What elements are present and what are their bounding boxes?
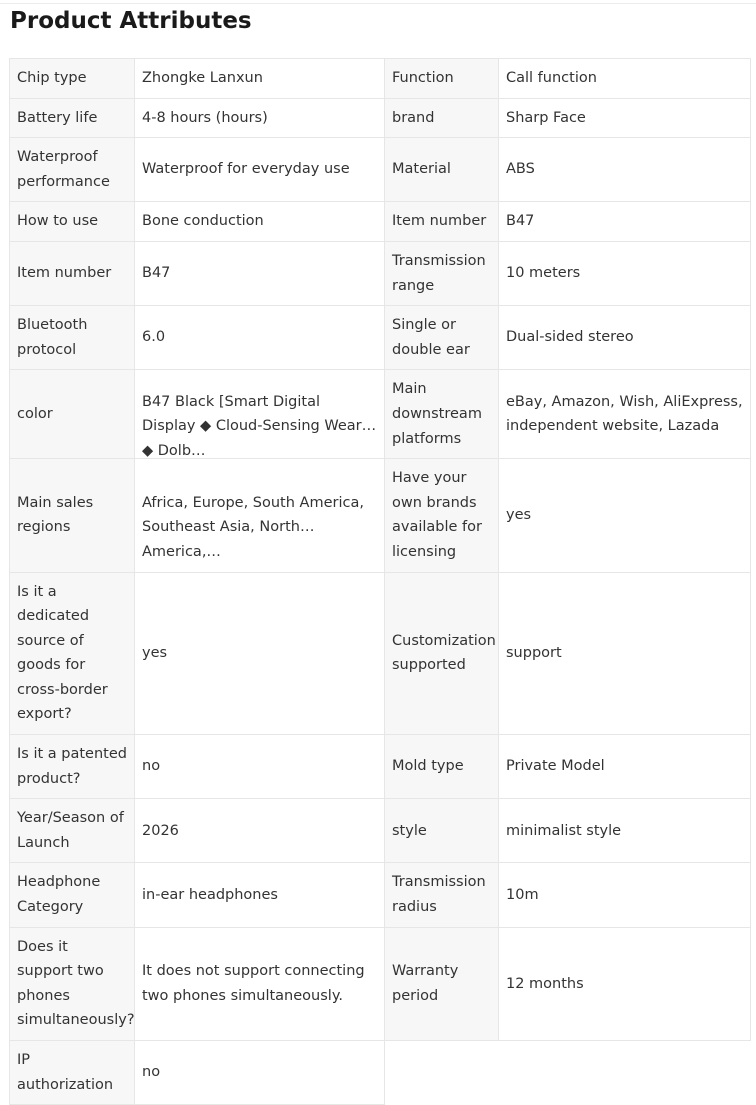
attribute-label: Year/Season of Launch <box>10 799 135 863</box>
attribute-label: Transmission range <box>385 241 499 305</box>
attribute-value-text: Private Model <box>506 758 605 775</box>
attribute-row <box>10 735 751 799</box>
attribute-value <box>135 572 385 735</box>
attribute-value-text: no <box>142 758 161 775</box>
attribute-row <box>10 799 751 863</box>
attribute-label: Is it a patented product? <box>10 735 135 799</box>
attribute-label: Customization supported <box>385 572 499 735</box>
attribute-value-text: ABS <box>506 161 535 178</box>
attribute-row <box>10 59 751 99</box>
attribute-value-text: minimalist style <box>506 822 622 839</box>
attribute-row <box>10 863 751 927</box>
attribute-label: Material <box>385 138 499 202</box>
attribute-value <box>135 459 385 572</box>
attributes-table <box>9 58 751 1105</box>
attribute-value-text: B47 <box>142 265 171 282</box>
attribute-value-text: B47 Black [Smart Digital Display ◆ Cloud-Sensing Wear ◆ Dolb… <box>142 393 362 459</box>
attribute-label: Main downstream platforms <box>385 370 499 459</box>
attribute-row <box>10 202 751 242</box>
attribute-label: How to use <box>10 202 135 242</box>
attribute-value-text: in-ear headphones <box>142 886 278 903</box>
attribute-value-text: Zhongke Lanxun <box>142 70 263 86</box>
attribute-value-text: Waterproof for everyday use <box>142 161 350 178</box>
attribute-value-text: yes <box>506 507 532 524</box>
attribute-label: Mold type <box>385 735 499 799</box>
attribute-value-text: Bone conduction <box>142 213 264 230</box>
attribute-label: Bluetooth protocol <box>10 306 135 370</box>
attribute-label: Function <box>385 59 499 99</box>
attribute-value <box>499 459 751 572</box>
attribute-label: Item number <box>10 241 135 305</box>
attribute-label: Item number <box>385 202 499 242</box>
attribute-row <box>10 370 751 459</box>
attribute-label: style <box>385 799 499 863</box>
attribute-value <box>135 735 385 799</box>
attribute-value <box>499 927 751 1040</box>
attribute-value <box>135 370 385 459</box>
attribute-row <box>10 306 751 370</box>
attribute-value-text: 10 meters <box>506 265 581 282</box>
attribute-value <box>135 1041 385 1105</box>
attribute-value-text: 12 months <box>506 975 584 992</box>
attribute-value-text: 6.0 <box>142 329 166 346</box>
attribute-value-text: 2026 <box>142 822 179 839</box>
attribute-value <box>135 306 385 370</box>
attribute-label: Is it a dedicated source of goods for cross-border export? <box>10 572 135 735</box>
attribute-value-text: no <box>142 1064 161 1081</box>
attribute-row <box>10 927 751 1040</box>
attribute-label: color <box>10 370 135 459</box>
attribute-value-text: support <box>506 644 562 661</box>
attribute-value-text: 10m <box>506 886 539 903</box>
empty-cell <box>385 1041 751 1105</box>
attribute-value-text: yes <box>142 644 168 661</box>
attribute-value <box>499 241 751 305</box>
attribute-value <box>135 59 385 99</box>
attribute-value <box>499 59 751 99</box>
attribute-value <box>135 241 385 305</box>
attribute-label: Warranty period <box>385 927 499 1040</box>
attribute-value <box>499 799 751 863</box>
attribute-value <box>499 306 751 370</box>
attribute-value <box>499 572 751 735</box>
attribute-label: Single or double ear <box>385 306 499 370</box>
attribute-value <box>135 927 385 1040</box>
page-title: Product Attributes <box>10 8 252 34</box>
attribute-value <box>499 735 751 799</box>
attribute-value-text: 4-8 hours (hours) <box>142 109 268 126</box>
attributes-table-body <box>10 59 751 1105</box>
attribute-value <box>135 138 385 202</box>
attribute-value <box>135 863 385 927</box>
attribute-label: Does it support two phones simultaneously? <box>10 927 135 1040</box>
attribute-row <box>10 572 751 735</box>
attribute-value-text: eBay, Amazon, Wish, AliExpress, independent website, Lazada <box>506 393 743 435</box>
attribute-value <box>135 799 385 863</box>
attribute-value-text: Dual-sided stereo <box>506 329 634 346</box>
attribute-value <box>499 202 751 242</box>
attribute-row <box>10 459 751 572</box>
attribute-value-text: It does not support connecting two phones simultaneously. <box>142 963 365 1004</box>
attribute-label: brand <box>385 98 499 138</box>
attribute-row <box>10 1041 751 1105</box>
attribute-label: Battery life <box>10 98 135 138</box>
attribute-label: Headphone Category <box>10 863 135 927</box>
attribute-row <box>10 138 751 202</box>
attribute-label: Main sales regions <box>10 459 135 572</box>
attribute-value-text: Call function <box>506 70 597 86</box>
attribute-value <box>499 370 751 459</box>
attribute-value-text: Sharp Face <box>506 109 586 126</box>
attribute-row <box>10 98 751 138</box>
attribute-label: IP authorization <box>10 1041 135 1105</box>
attribute-label: Have your own brands available for licensing <box>385 459 499 572</box>
attribute-value <box>499 138 751 202</box>
attribute-label: Chip type <box>10 59 135 99</box>
attribute-value <box>499 863 751 927</box>
attribute-value <box>499 98 751 138</box>
attribute-label: Waterproof performance <box>10 138 135 202</box>
attribute-label: Transmission radius <box>385 863 499 927</box>
attribute-value-text: B47 <box>506 213 535 230</box>
attribute-row <box>10 241 751 305</box>
attribute-value-text: Africa, Europe, South America, Southeast Asia, North America,… <box>142 494 364 560</box>
attribute-value <box>135 98 385 138</box>
attribute-value <box>135 202 385 242</box>
